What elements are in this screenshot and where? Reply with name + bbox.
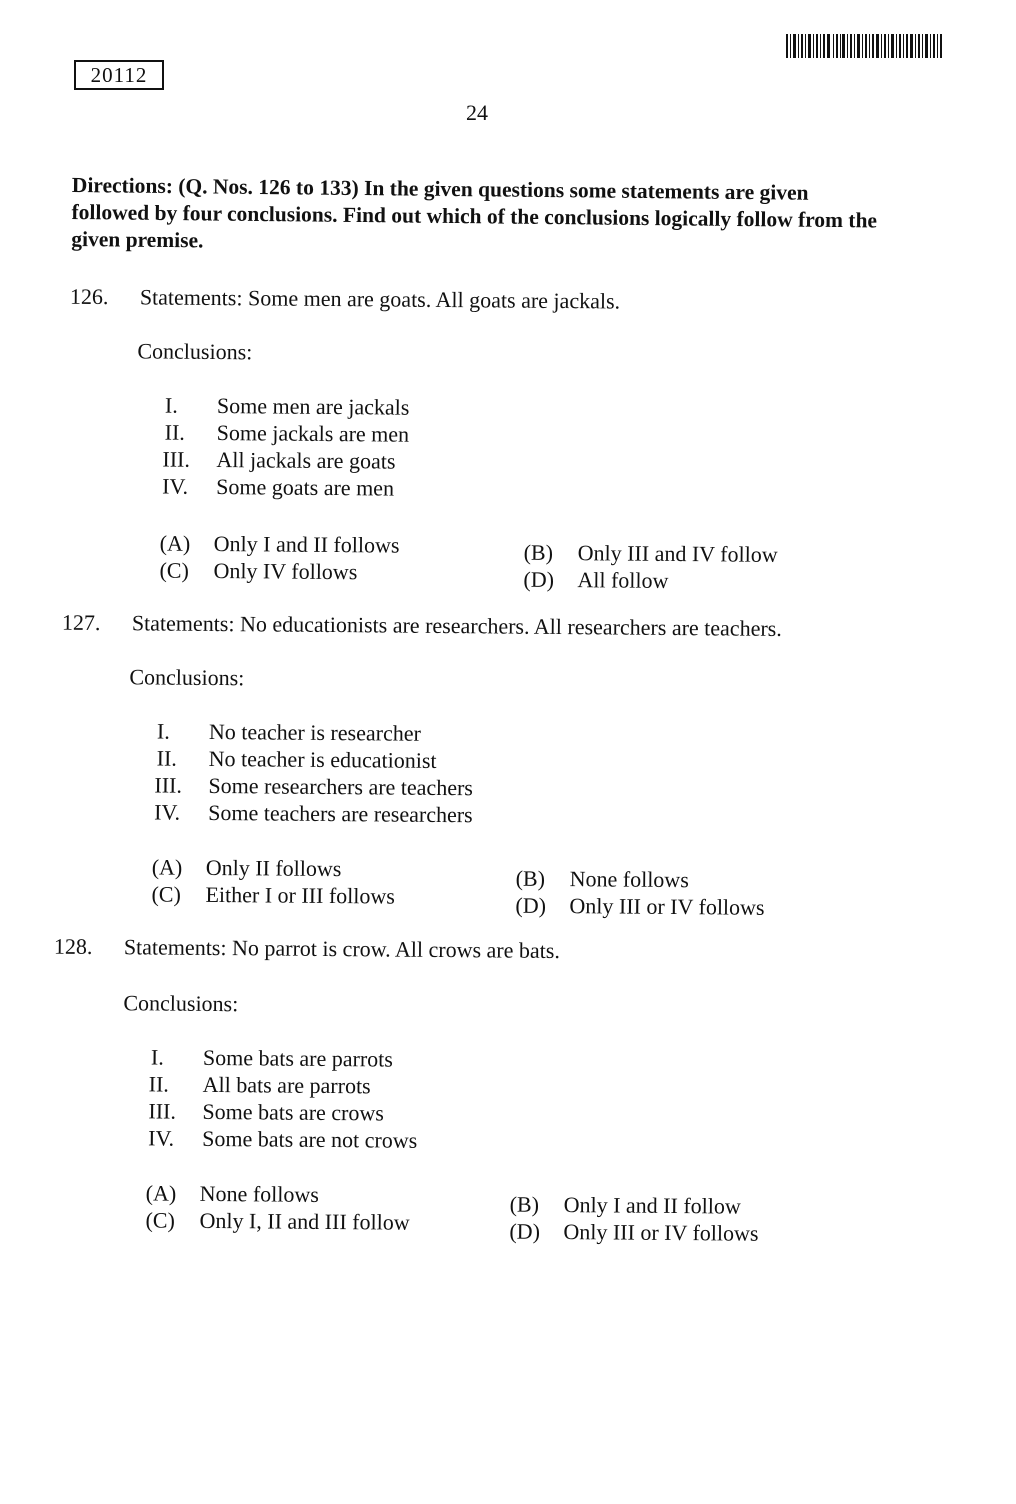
question-128 [0, 933, 1016, 1246]
conclusion-roman: III. [162, 446, 191, 472]
option-c-label: (C) [145, 1207, 175, 1233]
conclusion-text: No teacher is educationist [208, 745, 437, 773]
option-b-text: Only I and II follow [563, 1192, 741, 1219]
conclusion-text: Some bats are not crows [202, 1125, 418, 1153]
conclusion-roman: I. [164, 392, 178, 418]
directions-text: Directions: (Q. Nos. 126 to 133) In the given questions some statements are given followed by four conclusions. Find out which of the conclusions logically follow from the given premise. [71, 172, 878, 253]
conclusion-text: Some goats are men [216, 474, 395, 501]
conclusion-roman: I. [150, 1044, 164, 1070]
question-number: 126. [69, 283, 109, 310]
option-c-text: Only IV follows [213, 558, 358, 585]
conclusion-roman: II. [164, 419, 185, 445]
option-b-label: (B) [523, 539, 554, 565]
option-a-label: (A) [145, 1180, 177, 1206]
option-c-text: Only I, II and III follow [199, 1207, 410, 1235]
option-c-label: (C) [159, 557, 189, 583]
conclusion-text: Some researchers are teachers [208, 772, 474, 801]
question-statement: Statements: No educationists are researchers. All researchers are teachers. [131, 610, 782, 641]
option-d-text: Only III or IV follows [563, 1219, 759, 1246]
conclusion-roman: I. [156, 718, 170, 744]
conclusion-text: Some men are jackals [216, 393, 410, 420]
question-126 [0, 283, 1016, 593]
option-c-label: (C) [151, 881, 181, 907]
question-127 [0, 609, 1016, 920]
conclusion-roman: III. [148, 1098, 177, 1124]
question-number: 127. [61, 609, 101, 636]
conclusions-label: Conclusions: [129, 664, 245, 691]
option-a-text: Only I and II follows [213, 531, 400, 558]
option-b-label: (B) [515, 865, 546, 891]
conclusions-label: Conclusions: [123, 990, 239, 1017]
conclusion-roman: IV. [154, 799, 181, 825]
question-statement: Statements: Some men are goats. All goats are jackals. [139, 284, 621, 314]
conclusions-label: Conclusions: [137, 338, 253, 365]
conclusion-text: Some teachers are researchers [208, 799, 473, 828]
option-d-label: (D) [523, 566, 555, 592]
option-b-text: Only III and IV follow [577, 540, 778, 567]
option-d-label: (D) [509, 1218, 541, 1244]
conclusion-text: Some jackals are men [216, 420, 410, 447]
option-a-text: None follows [199, 1180, 320, 1207]
conclusion-roman: II. [148, 1071, 169, 1097]
option-a-label: (A) [159, 530, 191, 556]
conclusion-roman: IV. [162, 473, 189, 499]
option-b-label: (B) [509, 1191, 540, 1217]
paper-code: 20112 [90, 63, 148, 87]
option-d-text: All follow [577, 567, 669, 593]
question-statement: Statements: No parrot is crow. All crows are bats. [123, 934, 561, 964]
conclusion-text: Some bats are crows [202, 1098, 385, 1126]
conclusion-text: No teacher is researcher [208, 718, 421, 746]
option-a-text: Only II follows [205, 854, 342, 882]
option-b-text: None follows [569, 866, 689, 893]
option-d-text: Only III or IV follows [569, 893, 765, 920]
page-number: 24 [466, 100, 488, 125]
option-d-label: (D) [515, 892, 547, 918]
question-number: 128. [53, 933, 93, 959]
conclusion-text: Some bats are parrots [202, 1044, 394, 1072]
barcode-icon [786, 34, 942, 58]
conclusion-roman: IV. [148, 1125, 175, 1151]
option-a-label: (A) [151, 854, 183, 880]
conclusion-roman: II. [156, 745, 177, 771]
option-c-text: Either I or III follows [205, 881, 396, 909]
conclusion-text: All jackals are goats [216, 447, 396, 474]
paper-code-box [74, 60, 164, 90]
conclusion-roman: III. [154, 772, 183, 798]
conclusion-text: All bats are parrots [202, 1071, 371, 1099]
